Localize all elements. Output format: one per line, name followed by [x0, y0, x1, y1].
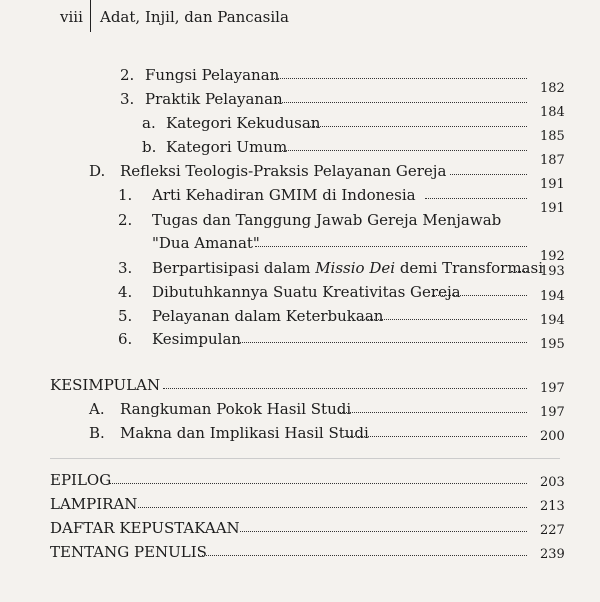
toc-entry-page: 191	[540, 177, 565, 192]
toc-entry	[0, 518, 600, 538]
toc-entry	[0, 161, 600, 192]
toc-entry-title: Rangkuman Pokok Hasil Studi	[120, 400, 352, 418]
toc-leader-dots	[345, 436, 527, 437]
toc-entry-page: 200	[540, 429, 565, 444]
section-divider	[50, 458, 560, 459]
toc-entry-title: Tugas dan Tanggung Jawab Gereja Menjawab	[152, 211, 502, 229]
toc-leader-dots	[202, 555, 527, 556]
toc-leader-dots	[425, 198, 527, 199]
toc-entry-page: 192	[540, 249, 565, 264]
toc-leader-dots	[278, 102, 527, 103]
toc-leader-dots	[450, 174, 527, 175]
toc-entry-number: D.	[89, 162, 106, 180]
toc-entry-page: 239	[540, 547, 565, 562]
toc-entry-title: Arti Kehadiran GMIM di Indonesia	[152, 186, 416, 204]
toc-leader-dots	[511, 271, 527, 272]
toc-entry-title: EPILOG	[50, 471, 112, 489]
toc-entry-number: 3.	[118, 259, 133, 277]
toc-entry-title: Kesimpulan	[152, 330, 242, 348]
toc-entry	[0, 423, 600, 443]
toc-leader-dots	[240, 531, 527, 532]
toc-entry-title: Kategori Kekudusan	[166, 114, 321, 132]
toc-entry-number: 2.	[120, 66, 135, 84]
toc-entry-title: LAMPIRAN	[50, 495, 138, 513]
toc-entry	[0, 185, 600, 216]
toc-entry	[0, 542, 600, 562]
toc-entry	[0, 494, 600, 514]
toc-entry-page: 194	[540, 313, 565, 328]
toc-leader-dots	[340, 412, 527, 413]
toc-entry-number: 3.	[120, 90, 135, 108]
title-italic-part: Missio Dei	[315, 259, 396, 277]
toc-leader-dots	[360, 319, 527, 320]
toc-entry	[0, 137, 600, 168]
toc-entry	[0, 282, 600, 302]
toc-entry-number: 1.	[118, 186, 133, 204]
header-page-number: viii	[60, 8, 83, 26]
header-book-title: Adat, Injil, dan Pancasila	[100, 8, 289, 26]
toc-leader-dots	[272, 78, 527, 79]
toc-entry	[0, 113, 600, 144]
toc-entry-page: 197	[540, 381, 565, 396]
toc-entry-title	[152, 258, 543, 278]
toc-entry-title: Kategori Umum	[166, 138, 288, 156]
header-divider	[90, 0, 91, 32]
toc-entry-number: 2.	[118, 211, 133, 229]
toc-entry-page: 197	[540, 405, 565, 420]
toc-entry-page: 195	[540, 337, 565, 352]
toc-entry-page: 194	[540, 289, 565, 304]
toc-entry-number: b.	[142, 138, 157, 156]
toc-leader-dots	[110, 483, 527, 484]
toc-entry-title: Pelayanan dalam Keterbukaan	[152, 307, 384, 325]
toc-leader-dots	[163, 388, 527, 389]
toc-leader-dots	[280, 150, 527, 151]
toc-entry-number: a.	[142, 114, 156, 132]
toc-entry	[0, 306, 600, 326]
toc-entry-title: TENTANG PENULIS	[50, 543, 207, 561]
toc-entry-page: 191	[540, 201, 565, 216]
toc-entry	[0, 258, 600, 278]
toc-entry-page: 185	[540, 129, 565, 144]
toc-leader-dots	[255, 246, 527, 247]
toc-entry	[0, 375, 600, 395]
toc-leader-dots	[240, 342, 527, 343]
toc-entry-number: 5.	[118, 307, 133, 325]
toc-entry-number: 4.	[118, 283, 133, 301]
toc-entry-page: 184	[540, 105, 565, 120]
toc-entry-title-continued: "Dua Amanat"	[152, 234, 260, 252]
title-part: Berpartisipasi dalam	[152, 259, 316, 277]
toc-entry	[0, 329, 600, 352]
toc-entry-title: KESIMPULAN	[50, 376, 161, 394]
toc-leader-dots	[432, 295, 527, 296]
toc-leader-dots	[138, 507, 527, 508]
toc-entry	[0, 89, 600, 120]
toc-entry-number: 6.	[118, 330, 133, 348]
toc-entry-page: 203	[540, 475, 565, 490]
toc-entry-title: Dibutuhkannya Suatu Kreativitas Gereja	[152, 283, 461, 301]
toc-entry-page: 227	[540, 523, 565, 538]
toc-entry-page: 193	[540, 264, 565, 279]
toc-entry-number: B.	[89, 424, 105, 442]
toc-entry-number: A.	[89, 400, 105, 418]
toc-entry	[0, 470, 600, 490]
title-part: demi Transformasi	[395, 259, 543, 277]
toc-entry	[0, 210, 600, 264]
toc-entry-page: 182	[540, 81, 565, 96]
toc-entry-title: Makna dan Implikasi Hasil Studi	[120, 424, 369, 442]
toc-entry	[0, 399, 600, 419]
toc-entry-title: Fungsi Pelayanan	[145, 66, 280, 84]
toc-entry-title: Praktik Pelayanan	[145, 90, 283, 108]
toc-entry-page: 187	[540, 153, 565, 168]
toc-leader-dots	[310, 126, 527, 127]
toc-entry-title: DAFTAR KEPUSTAKAAN	[50, 519, 240, 537]
toc-entry-title: Refleksi Teologis-Praksis Pelayanan Gereja	[120, 162, 447, 180]
toc-entry-page: 213	[540, 499, 565, 514]
toc-entry	[0, 65, 600, 96]
